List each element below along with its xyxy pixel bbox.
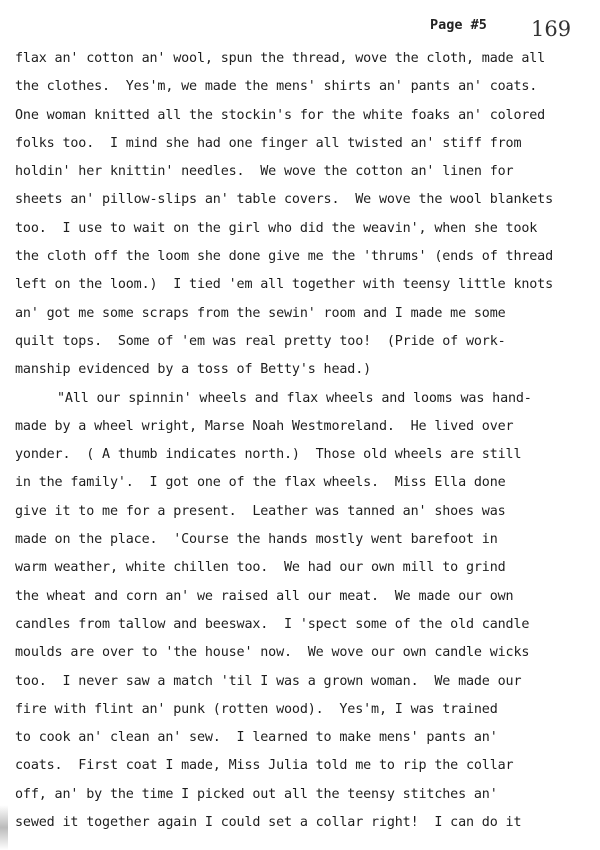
page-label: Page #5 [430, 17, 487, 33]
text-line: made on the place. 'Course the hands mostly went barefoot in [15, 532, 498, 548]
text-line: the wheat and corn an' we raised all our meat. We made our own [15, 588, 514, 604]
text-line: flax an' cotton an' wool, spun the thread, wove the cloth, made all [15, 51, 546, 66]
handwritten-page-number: 169 [531, 17, 572, 41]
text-line: the cloth off the loom she done give me the 'thrums' (ends of thread [15, 249, 554, 265]
text-line: left on the loom.) I tied 'em all together with teensy little knots [15, 277, 554, 293]
text-line: moulds are over to 'the house' now. We wove our own candle wicks [15, 645, 530, 661]
text-line: too. I never saw a match 'til I was a grown woman. We made our [15, 673, 522, 689]
text-line: sheets an' pillow-slips an' table covers. We wove the wool blankets [15, 192, 554, 208]
text-line: the clothes. Yes'm, we made the mens' shirts an' pants an' coats. [15, 79, 538, 95]
scan-edge-shadow [0, 805, 8, 850]
body-text [15, 45, 595, 837]
text-line: made by a wheel wright, Marse Noah Westmoreland. He lived over [15, 418, 514, 434]
text-line: quilt tops. Some of 'em was real pretty too! (Pride of work- [15, 333, 506, 349]
text-line: in the family'. I got one of the flax wheels. Miss Ella done [15, 475, 506, 491]
text-line: give it to me for a present. Leather was tanned an' shoes was [15, 503, 506, 519]
text-line: to cook an' clean an' sew. I learned to make mens' pants an' [15, 730, 498, 746]
text-line: candles from tallow and beeswax. I 'spect some of the old candle [15, 616, 530, 632]
text-line: manship evidenced by a toss of Betty's head.) [15, 362, 372, 378]
text-line: fire with flint an' punk (rotten wood). Yes'm, I was trained [15, 701, 498, 717]
text-line: an' got me some scraps from the sewin' room and I made me some [15, 305, 506, 321]
text-line: off, an' by the time I picked out all the teensy stitches an' [15, 786, 498, 802]
paragraph-start-line: "All our spinnin' wheels and flax wheels and looms was hand- [57, 390, 532, 406]
text-line: folks too. I mind she had one finger all twisted an' stiff from [15, 135, 522, 151]
text-line: holdin' her knittin' needles. We wove the cotton an' linen for [15, 164, 514, 180]
text-line: yonder. ( A thumb indicates north.) Those old wheels are still [15, 447, 522, 463]
text-line: sewed it together again I could set a collar right! I can do it [15, 815, 522, 831]
text-line: too. I use to wait on the girl who did the weavin', when she took [15, 220, 538, 236]
text-line: warm weather, white chillen too. We had our own mill to grind [15, 560, 506, 576]
text-line: coats. First coat I made, Miss Julia told me to rip the collar [15, 758, 514, 774]
text-line: One woman knitted all the stockin's for the white foaks an' colored [15, 107, 546, 123]
